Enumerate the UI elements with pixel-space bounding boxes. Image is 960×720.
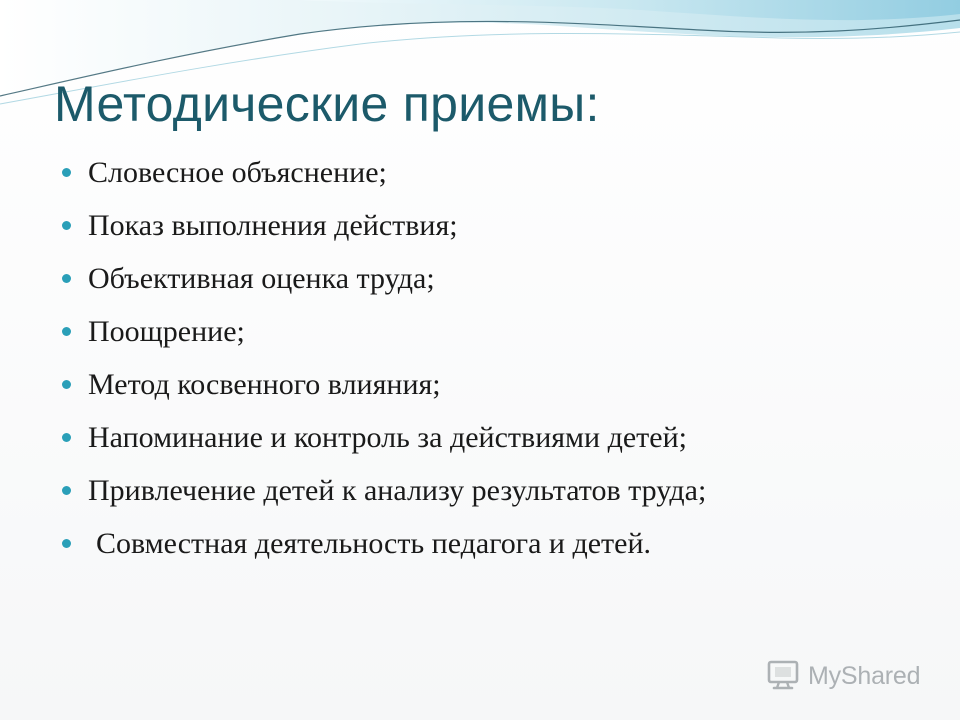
bullet-dot-icon bbox=[62, 168, 71, 177]
bullet-item bbox=[62, 262, 922, 296]
bullet-dot-icon bbox=[62, 380, 71, 389]
watermark-text: MyShared bbox=[808, 661, 921, 690]
bullet-dot-icon bbox=[62, 486, 71, 495]
bullet-item bbox=[62, 527, 922, 561]
bullet-dot-icon bbox=[62, 539, 71, 548]
bullet-item bbox=[62, 368, 922, 402]
bullet-text: Метод косвенного влияния; bbox=[88, 368, 441, 401]
bullet-text: Словесное объяснение; bbox=[88, 156, 387, 189]
bullet-text: Объективная оценка труда; bbox=[88, 262, 435, 295]
slide-title: Методические приемы: bbox=[54, 76, 600, 132]
bullet-text: Показ выполнения действия; bbox=[88, 209, 458, 242]
bullet-dot-icon bbox=[62, 221, 71, 230]
bullet-dot-icon bbox=[62, 327, 71, 336]
bullet-dot-icon bbox=[62, 274, 71, 283]
bullet-item bbox=[62, 209, 922, 243]
bullet-list bbox=[62, 156, 922, 580]
bullet-text: Поощрение; bbox=[88, 315, 245, 348]
bullet-text: Привлечение детей к анализу результатов труда; bbox=[88, 474, 707, 507]
bullet-text: Совместная деятельность педагога и детей. bbox=[96, 527, 652, 560]
bullet-dot-icon bbox=[62, 433, 71, 442]
myshared-logo-icon bbox=[766, 659, 802, 693]
bullet-item bbox=[62, 421, 922, 455]
bullet-item bbox=[62, 315, 922, 349]
myshared-watermark bbox=[766, 656, 920, 696]
bullet-item bbox=[62, 474, 922, 508]
bullet-text: Напоминание и контроль за действиями детей; bbox=[88, 421, 687, 454]
bullet-item bbox=[62, 156, 922, 190]
